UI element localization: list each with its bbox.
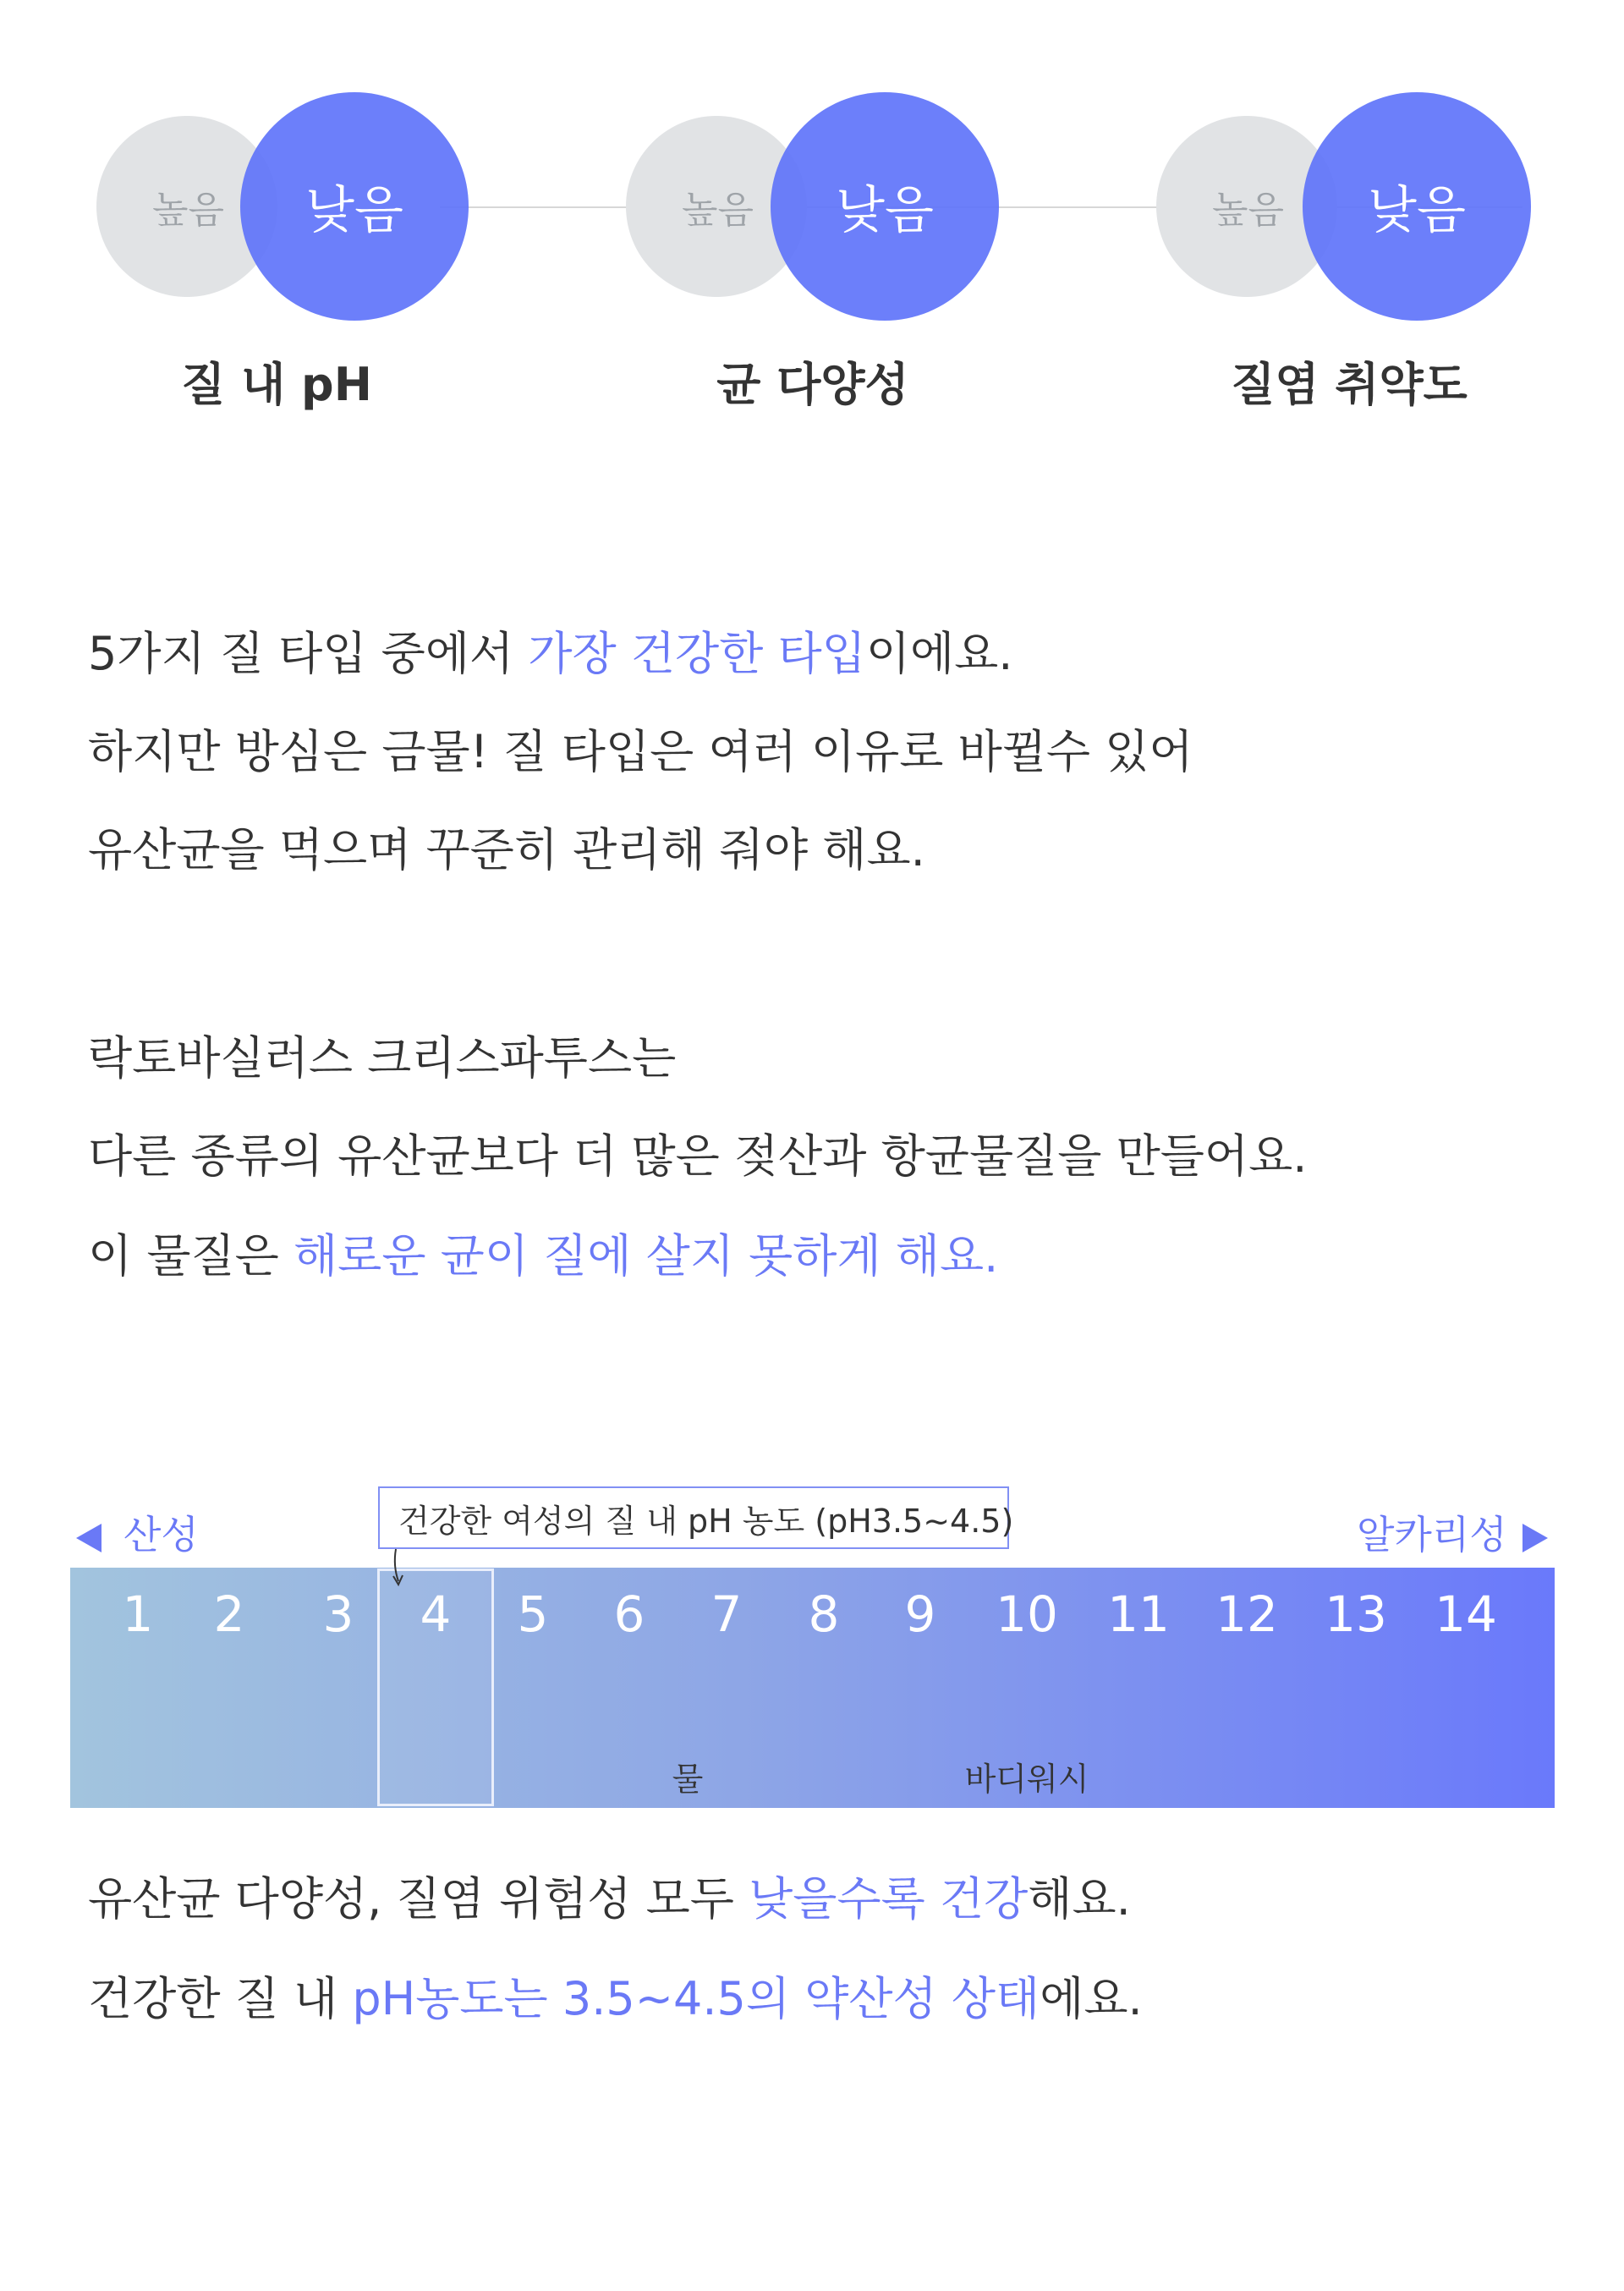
text: 이 물질은: [88, 1229, 294, 1283]
indicator-caption: 질 내 pH: [181, 358, 372, 411]
text: 5가지 질 타입 중에서: [88, 627, 529, 680]
ph-tick: 12: [1215, 1585, 1278, 1643]
high-label: 높음: [152, 189, 225, 232]
para3-line1: [88, 1872, 1131, 1926]
ph-tick: 1: [122, 1585, 154, 1643]
acidic-text: 산성: [123, 1512, 199, 1558]
text: 건강한 질 내: [88, 1972, 353, 2025]
ph-tick: 8: [808, 1585, 840, 1643]
indicator-caption: 균 다양성: [716, 358, 909, 411]
para3-line2: [88, 1972, 1143, 2025]
text: 해요.: [1028, 1872, 1131, 1926]
text: 이에요.: [865, 627, 1013, 680]
low-circle: [771, 92, 999, 321]
ph-tick: 4: [420, 1585, 452, 1643]
para1-line2: 하지만 방심은 금물! 질 타입은 여러 이유로 바뀔수 있어: [88, 725, 1193, 778]
low-label: 낮음: [836, 181, 934, 240]
healthy-range-highlight: [377, 1569, 494, 1806]
highlight-text: 해로운 균이 질에 살지 못하게 해요.: [294, 1229, 999, 1283]
low-label: 낮음: [305, 181, 403, 240]
healthy-range-callout: 건강한 여성의 질 내 pH 농도 (pH3.5~4.5): [378, 1486, 1009, 1549]
text: 유산균 다양성, 질염 위험성 모두: [88, 1872, 749, 1926]
ph-tick: 2: [213, 1585, 245, 1643]
reference-body-wash: 바디워시: [964, 1761, 1089, 1798]
indicator-caption: 질염 취약도: [1231, 358, 1468, 411]
text: 에요.: [1040, 1972, 1143, 2025]
high-label: 높음: [1212, 189, 1285, 232]
arrow-right-icon: [1522, 1524, 1548, 1552]
highlight-text: pH농도는 3.5~4.5의 약산성 상태: [352, 1972, 1040, 2025]
arrow-left-icon: [76, 1524, 102, 1552]
highlight-text: 가장 건강한 타입: [528, 627, 866, 680]
alkaline-label: [1357, 1504, 1548, 1560]
alkaline-text: 알카리성: [1357, 1512, 1507, 1558]
ph-tick: 14: [1435, 1585, 1497, 1643]
para1-line1: [88, 627, 1013, 680]
ph-tick: 5: [517, 1585, 549, 1643]
low-circle: [240, 92, 469, 321]
ph-tick: 3: [322, 1585, 354, 1643]
para2-line2: 다른 종류의 유산균보다 더 많은 젖산과 항균물질을 만들어요.: [88, 1129, 1308, 1183]
reference-water: 물: [672, 1761, 704, 1798]
ph-tick: 6: [613, 1585, 645, 1643]
para2-line1: 락토바실러스 크리스파투스는: [88, 1031, 677, 1085]
para2-line3: [88, 1229, 999, 1283]
pointer-arrow-icon: [391, 1547, 411, 1590]
ph-tick: 11: [1107, 1585, 1170, 1643]
ph-tick: 13: [1325, 1585, 1387, 1643]
ph-tick: 7: [710, 1585, 743, 1643]
low-circle: [1303, 92, 1531, 321]
high-label: 높음: [682, 189, 754, 232]
highlight-text: 낮을수록 건강: [749, 1872, 1029, 1926]
ph-tick: 9: [904, 1585, 936, 1643]
low-label: 낮음: [1368, 181, 1466, 240]
acidic-label: [76, 1504, 199, 1560]
para1-line3: 유산균을 먹으며 꾸준히 관리해 줘야 해요.: [88, 823, 925, 876]
ph-tick: 10: [996, 1585, 1058, 1643]
